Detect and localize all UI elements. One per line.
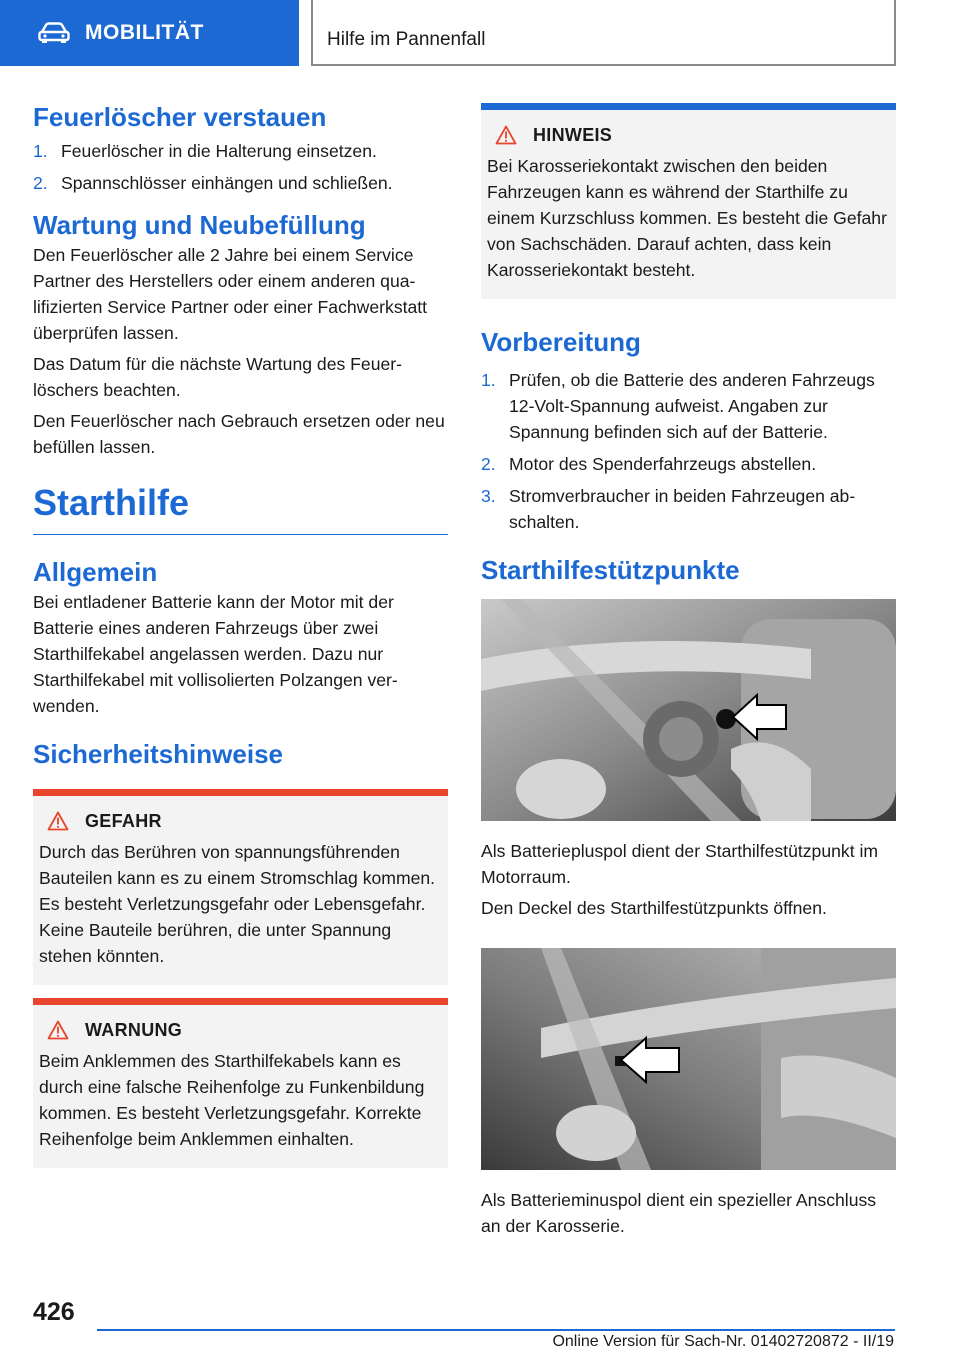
warning-notice — [33, 998, 448, 1168]
notice-text: Durch das Berühren von spannungsführenden Bauteilen kann es zu einem Stromschlag kommen. Es besteht Verletzungsgefahr oder Lebensgefahr. Keine Bauteile berühren, die unter Spannung stehen könnten. — [39, 842, 436, 966]
heading-wartung: Wartung und Neubefüllung — [33, 210, 366, 240]
step-number: 3. — [481, 486, 496, 506]
section-tab — [0, 0, 299, 66]
allgemein-paragraph: Bei entladener Batterie kann der Motor mit der Batterie eines anderen Fahrzeugs über zwei Starthilfekabel angelassen werden. Dazu nur Starthilfekabel mit vollisolierten Polzangen verwenden. — [33, 592, 398, 716]
wartung-paragraph-2: Das Datum für die nächste Wartung des Feuerlöschers beachten. — [33, 354, 402, 400]
list-item: 2. Motor des Spenderfahrzeugs abstellen. — [481, 451, 896, 477]
list-item: 1. Prüfen, ob die Batterie des anderen Fahrzeugs 12-Volt-Spannung aufweist. Angaben zur Spannung befinden sich auf der Batterie. — [481, 367, 896, 445]
image2-caption: Als Batterieminuspol dient ein spezieller Anschluss an der Karosserie. — [481, 1190, 877, 1236]
step-number: 1. — [481, 370, 496, 390]
topic-title: Hilfe im Pannenfall — [327, 29, 486, 50]
engine-bay-plus-terminal-photo — [481, 599, 896, 821]
step-number: 1. — [33, 141, 48, 161]
heading-feuerloescher: Feuerlöscher verstauen — [33, 102, 327, 132]
notice-title: HINWEIS — [533, 124, 613, 145]
wartung-paragraph-1: Den Feuerlöscher alle 2 Jahre bei einem Service Partner des Herstellers oder einem anderen qualifizierten Service Partner oder einer Fachwerkstatt überprüfen lassen. — [33, 245, 428, 343]
list-item: 2. Spannschlösser einhängen und schließen. — [33, 170, 448, 196]
feuer-steps — [33, 138, 448, 196]
engine-bay-minus-terminal-photo — [481, 948, 896, 1170]
heading-sicherheitshinweise: Sicherheitshinweise — [33, 739, 283, 769]
heading-vorbereitung: Vorbereitung — [481, 327, 641, 357]
list-item: 1. Feuerlöscher in die Halterung einsetzen. — [33, 138, 448, 164]
car-icon — [38, 22, 70, 44]
notice-text: Beim Anklemmen des Starthilfekabels kann es durch eine falsche Reihenfolge zu Funkenbildung kommen. Es besteht Verletzungsgefahr. Korrekte Reihenfolge beim Anklemmen einhalten. — [39, 1051, 425, 1149]
warning-triangle-icon — [47, 811, 69, 831]
danger-notice — [33, 789, 448, 985]
warning-triangle-icon — [47, 1020, 69, 1040]
image1-caption-1: Als Batteriepluspol dient der Starthilfestützpunkt im Motorraum. — [481, 841, 879, 887]
notice-text: Bei Karosseriekontakt zwischen den beiden Fahrzeugen kann es während der Starthilfe zu einem Kurzschluss kommen. Es besteht die Gefahr von Sachschäden. Darauf achten, dass kein Karosseriekontakt besteht. — [487, 156, 887, 280]
heading-starthilfestuetzpunkte: Starthilfestützpunkte — [481, 555, 740, 585]
wartung-paragraph-3: Den Feuerlöscher nach Gebrauch ersetzen oder neu befüllen lassen. — [33, 411, 445, 457]
list-item: 3. Stromverbraucher in beiden Fahrzeugen abschalten. — [481, 483, 896, 535]
section-title: MOBILITÄT — [85, 21, 204, 44]
warning-triangle-icon — [495, 125, 517, 145]
step-number: 2. — [33, 173, 48, 193]
footer-online-version: Online Version für Sach-Nr. 01402720872 - II/19 — [552, 1333, 894, 1350]
footer-divider — [97, 1329, 895, 1331]
step-number: 2. — [481, 454, 496, 474]
topic-box — [311, 0, 896, 66]
hint-notice — [481, 103, 896, 299]
heading-starthilfe: Starthilfe — [33, 478, 448, 535]
notice-title: WARNUNG — [85, 1019, 183, 1040]
notice-title: GEFAHR — [85, 810, 162, 831]
vorbereitung-steps — [481, 367, 896, 535]
page-number: 426 — [33, 1298, 75, 1326]
image1-caption-2: Den Deckel des Starthilfestützpunkts öffnen. — [481, 898, 827, 918]
heading-allgemein: Allgemein — [33, 557, 158, 587]
right-column — [481, 103, 896, 1244]
left-column — [33, 100, 448, 1168]
